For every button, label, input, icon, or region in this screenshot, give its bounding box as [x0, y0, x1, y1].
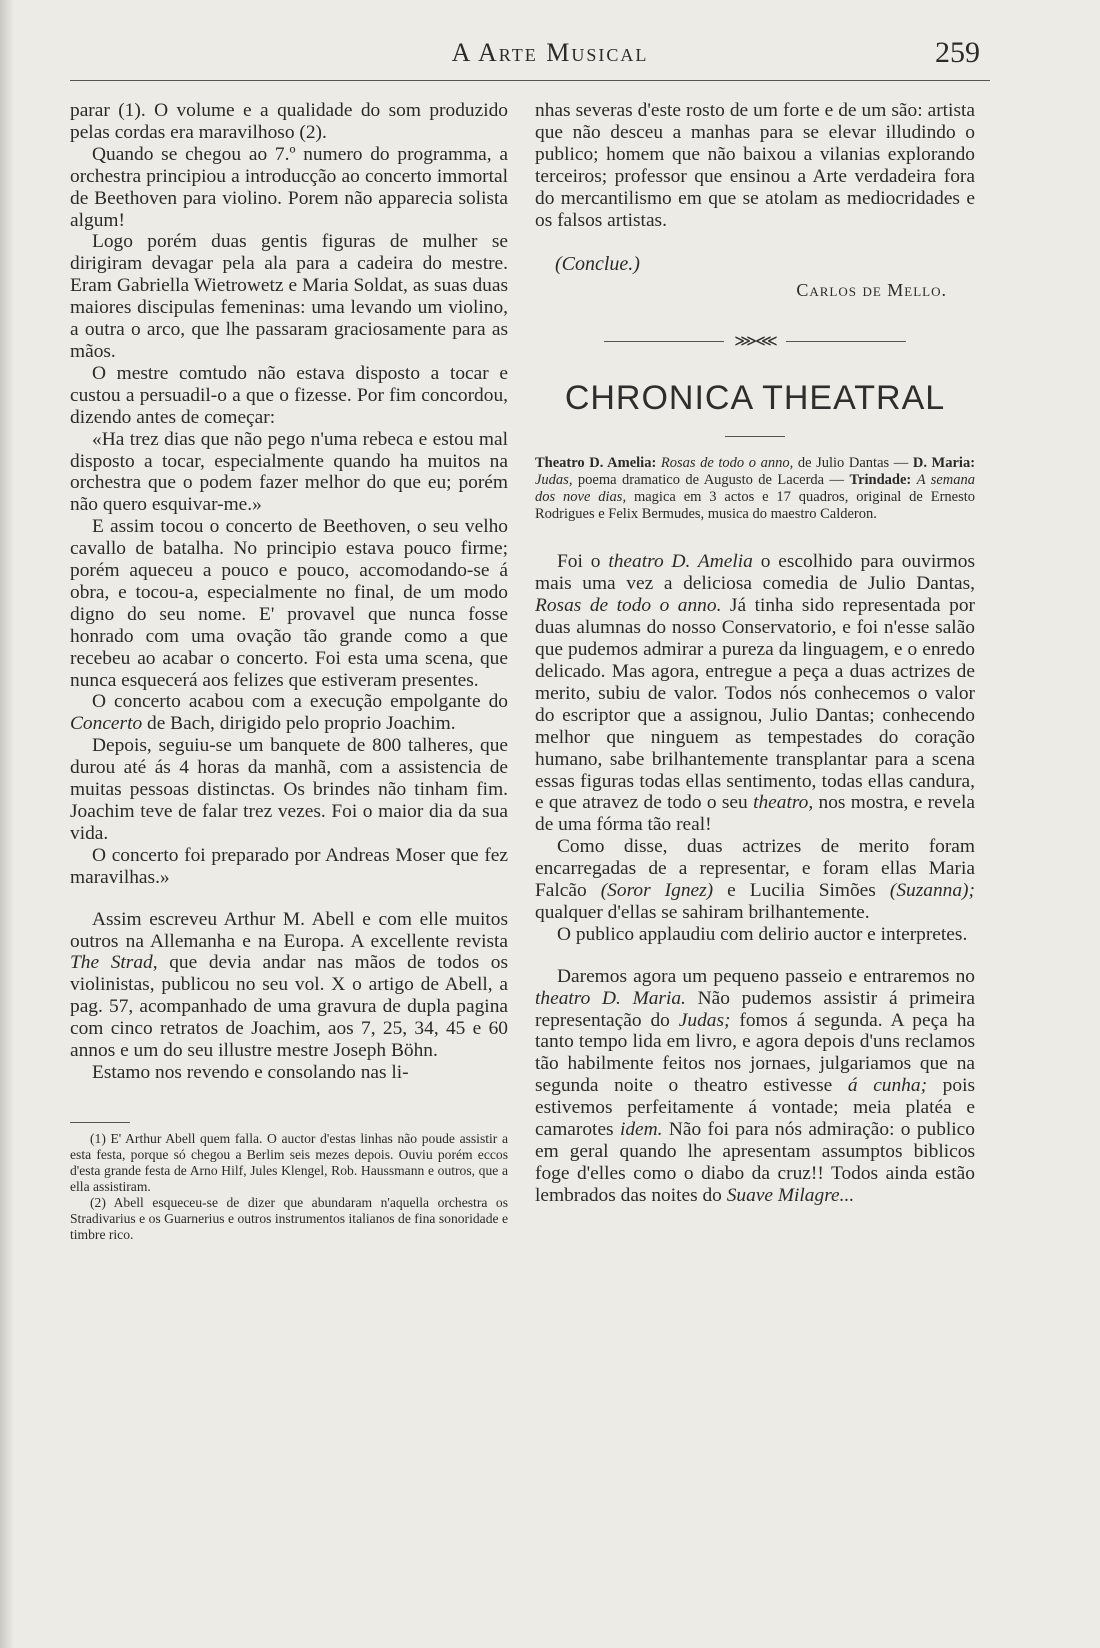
- text-run: pois estivemos perfeitamente á vontade; meia platéa e camarotes: [535, 1075, 975, 1141]
- work-title: Judas;: [678, 1009, 731, 1031]
- quote-paragraph: «Ha trez dias que não pego n'uma rebeca e estou mal disposto a tocar, especialmente quando ha muitos na orchestra que o podem fazer melhor do que eu; porém não quero esquivar-me.»: [70, 428, 508, 516]
- text-run: Daremos agora um pequeno passeio e entraremos no: [557, 965, 975, 987]
- text-run: Já tinha sido representada por duas alumnas do nosso Conservatorio, e foi n'esse salão que pudemos admirar a pureza da linguagem, e o enredo delicado. Mas agora, entregue a peça a duas actrizes de merito, subiu de valor. Todos nós conhecemos o valor do escriptor que a assignou, Julio Dantas; conhecendo melhor que ninguem as tempestades do coração humano, sabe brilhantemente transplantar para a scena essas figuras todas ellas sentimento, todas ellas candura, e que atravez de todo o seu: [535, 595, 975, 814]
- emphasis: á cunha;: [847, 1075, 928, 1097]
- paragraph: [535, 966, 975, 1207]
- work-title: Suave Milagre...: [726, 1184, 855, 1206]
- paragraph: E assim tocou o concerto de Beethoven, o seu velho cavallo de batalha. No principio estava pouco firme; porém aqueceu a pouco e pouco, accomodando-se á obra, e tocou-a, especialmente no final, de um modo digno do seu nome. E' provavel que nunca fosse honrado com uma ovação tão grande como a que recebeu ao acabar o concerto. Foi esta uma scena, que nunca esquecerá aos felizes que estiveram presentes.: [70, 516, 508, 691]
- paragraph: Logo porém duas gentis figuras de mulher se dirigiram devagar pela ala para a cadeira do mestre. Eram Gabriella Wietrowetz e Maria Soldat, as suas duas maiores discipulas femeninas: uma levando um violino, a outra o arco, que lhe passaram graciosamente para as mãos.: [70, 231, 508, 362]
- theatre-name: theatro D. Amelia: [608, 551, 753, 573]
- text-run: Foi o: [557, 551, 601, 573]
- text-run: poema dramatico de Augusto de Lacerda —: [577, 472, 845, 489]
- author-signature: Carlos de Mello.: [796, 280, 947, 301]
- work-title: Concerto: [70, 713, 143, 735]
- footnote-rule: [70, 1122, 130, 1123]
- section-title: CHRONICA THEATRAL: [564, 379, 946, 418]
- text-run: Não pudemos assistir á primeira representação do: [535, 987, 975, 1031]
- text-run: nos mostra, e revela de uma fórma tão real!: [535, 792, 975, 836]
- paragraph: O concerto foi preparado por Andreas Moser que fez maravilhas.»: [70, 844, 508, 888]
- section-summary: [535, 455, 975, 523]
- text-run: Como disse, duas actrizes de merito foram encarregadas de a representar, e foram ellas Maria Falcão: [535, 836, 975, 902]
- work-title: The Strad: [70, 952, 153, 974]
- theatre-name: Trindade:: [849, 472, 912, 489]
- text-run: fomos á segunda. A peça ha tanto tempo lida em livro, e agora depois d'uns reclamos tão habilmente feitos nos jornaes, julgariamos que na segunda noite o theatro estivesse: [535, 1009, 975, 1097]
- text-run: de Bach, dirigido pelo proprio Joachim.: [147, 713, 456, 735]
- text-run: magica em 3 actos e 17 quadros, original de Ernesto Rodrigues e Felix Bermudes, musica do maestro Calderon.: [535, 489, 976, 523]
- text-run: o escolhido para ouvirmos mais uma vez a deliciosa comedia de Julio Dantas,: [535, 551, 975, 595]
- conclusion-note: (Conclue.): [555, 253, 640, 276]
- role-name: (Soror Ignez): [600, 880, 714, 902]
- ornament-icon: ⋙⋘: [734, 333, 776, 351]
- footnote: (2) Abell esqueceu-se de dizer que abundaram n'aquella orchestra os Stradivarius e os Guarnerius e outros instrumentos italianos de fina sonoridade e timbre rico.: [70, 1194, 508, 1242]
- emphasis: idem.: [619, 1119, 663, 1141]
- paragraph: Quando se chegou ao 7.º numero do programma, a orchestra principiou a introducção ao concerto immortal de Beethoven para violino. Porem não apparecia solista algum!: [70, 143, 508, 231]
- paragraph: O mestre comtudo não estava disposto a tocar e custou a persuadil-o a que o fizesse. Por fim concordou, dizendo antes de começar:: [70, 362, 508, 428]
- paragraph: O publico applaudiu com delirio auctor e interpretes.: [557, 923, 968, 945]
- work-title: Rosas de todo o anno.: [535, 595, 722, 617]
- theatre-name: theatro D. Maria.: [535, 987, 686, 1009]
- emphasis: theatro,: [753, 792, 814, 814]
- title-rule: [725, 436, 785, 437]
- theatre-name: Theatro D. Amelia:: [535, 455, 657, 472]
- paragraph: [70, 691, 508, 735]
- divider-line: [604, 341, 724, 342]
- paragraph: Estamo nos revendo e consolando nas li-: [92, 1061, 409, 1083]
- text-run: Assim escreveu Arthur M. Abell e com elle muitos outros na Allemanha e na Europa. A excellente revista: [70, 908, 508, 952]
- right-column: [535, 100, 975, 1207]
- work-title: Rosas de todo o anno,: [660, 455, 794, 472]
- text-run: Não foi para nós admiração: o publico em geral quando lhe apresentam assumptos biblicos foge d'elles como o diabo da cruz!! Todos ainda estão lembrados das noites do: [535, 1119, 975, 1206]
- text-run: , que devia andar nas mãos de todos os violinistas, publicou no seu vol. X o artigo de Abell, a pag. 57, acompanhado de uma gravura de dupla pagina com cinco retratos de Joachim, aos 7, 25, 34, 45 e 60 annos e um do seu illustre mestre Joseph Böhn.: [70, 952, 508, 1062]
- text-run: e Lucilia Simões: [727, 880, 876, 902]
- header-rule: [70, 80, 990, 81]
- page-binding-shadow: [0, 0, 14, 1648]
- paragraph: [535, 836, 975, 924]
- work-title: A semana dos nove dias,: [535, 472, 976, 506]
- text-run: de Julio Dantas —: [797, 455, 909, 472]
- text-run: O concerto acabou com a execução empolgante do: [92, 691, 508, 713]
- divider-line: [786, 341, 906, 342]
- paragraph: [535, 551, 975, 836]
- left-column: [70, 100, 508, 1243]
- role-name: (Suzanna);: [889, 880, 975, 902]
- paragraph: nhas severas d'este rosto de um forte e de um são: artista que não desceu a manhas para se elevar illudindo o publico; homem que não baixou a vilanias explorando terceiros; professor que ensinou a Arte verdadeira fora do mercantilismo em que se atolam as mediocridades e os falsos artistas.: [535, 100, 975, 231]
- work-title: Judas,: [535, 472, 573, 489]
- paragraph: [70, 909, 508, 1062]
- page-header-title: A Arte Musical: [451, 38, 649, 67]
- section-divider: [535, 331, 975, 351]
- theatre-name: D. Maria:: [912, 455, 976, 472]
- paragraph: parar (1). O volume e a qualidade do som produzido pelas cordas era maravilhoso (2).: [70, 100, 508, 143]
- text-run: qualquer d'ellas se sahiram brilhantemente.: [535, 901, 870, 923]
- paragraph: Depois, seguiu-se um banquete de 800 talheres, que durou até ás 4 horas da manhã, com a assistencia de muitas pessoas distinctas. Os brindes não tinham fim. Joachim teve de falar trez vezes. Foi o maior dia da sua vida.: [70, 735, 508, 844]
- footnote: (1) E' Arthur Abell quem falla. O auctor d'estas linhas não poude assistir a esta festa, porque só chegou a Berlim seis mezes depois. Ouviu porém eccos d'esta grande festa de Arno Hilf, Jules Klengel, Rob. Haussmann e outros, que a ella assistiram.: [70, 1130, 508, 1194]
- page-number: 259: [935, 36, 980, 69]
